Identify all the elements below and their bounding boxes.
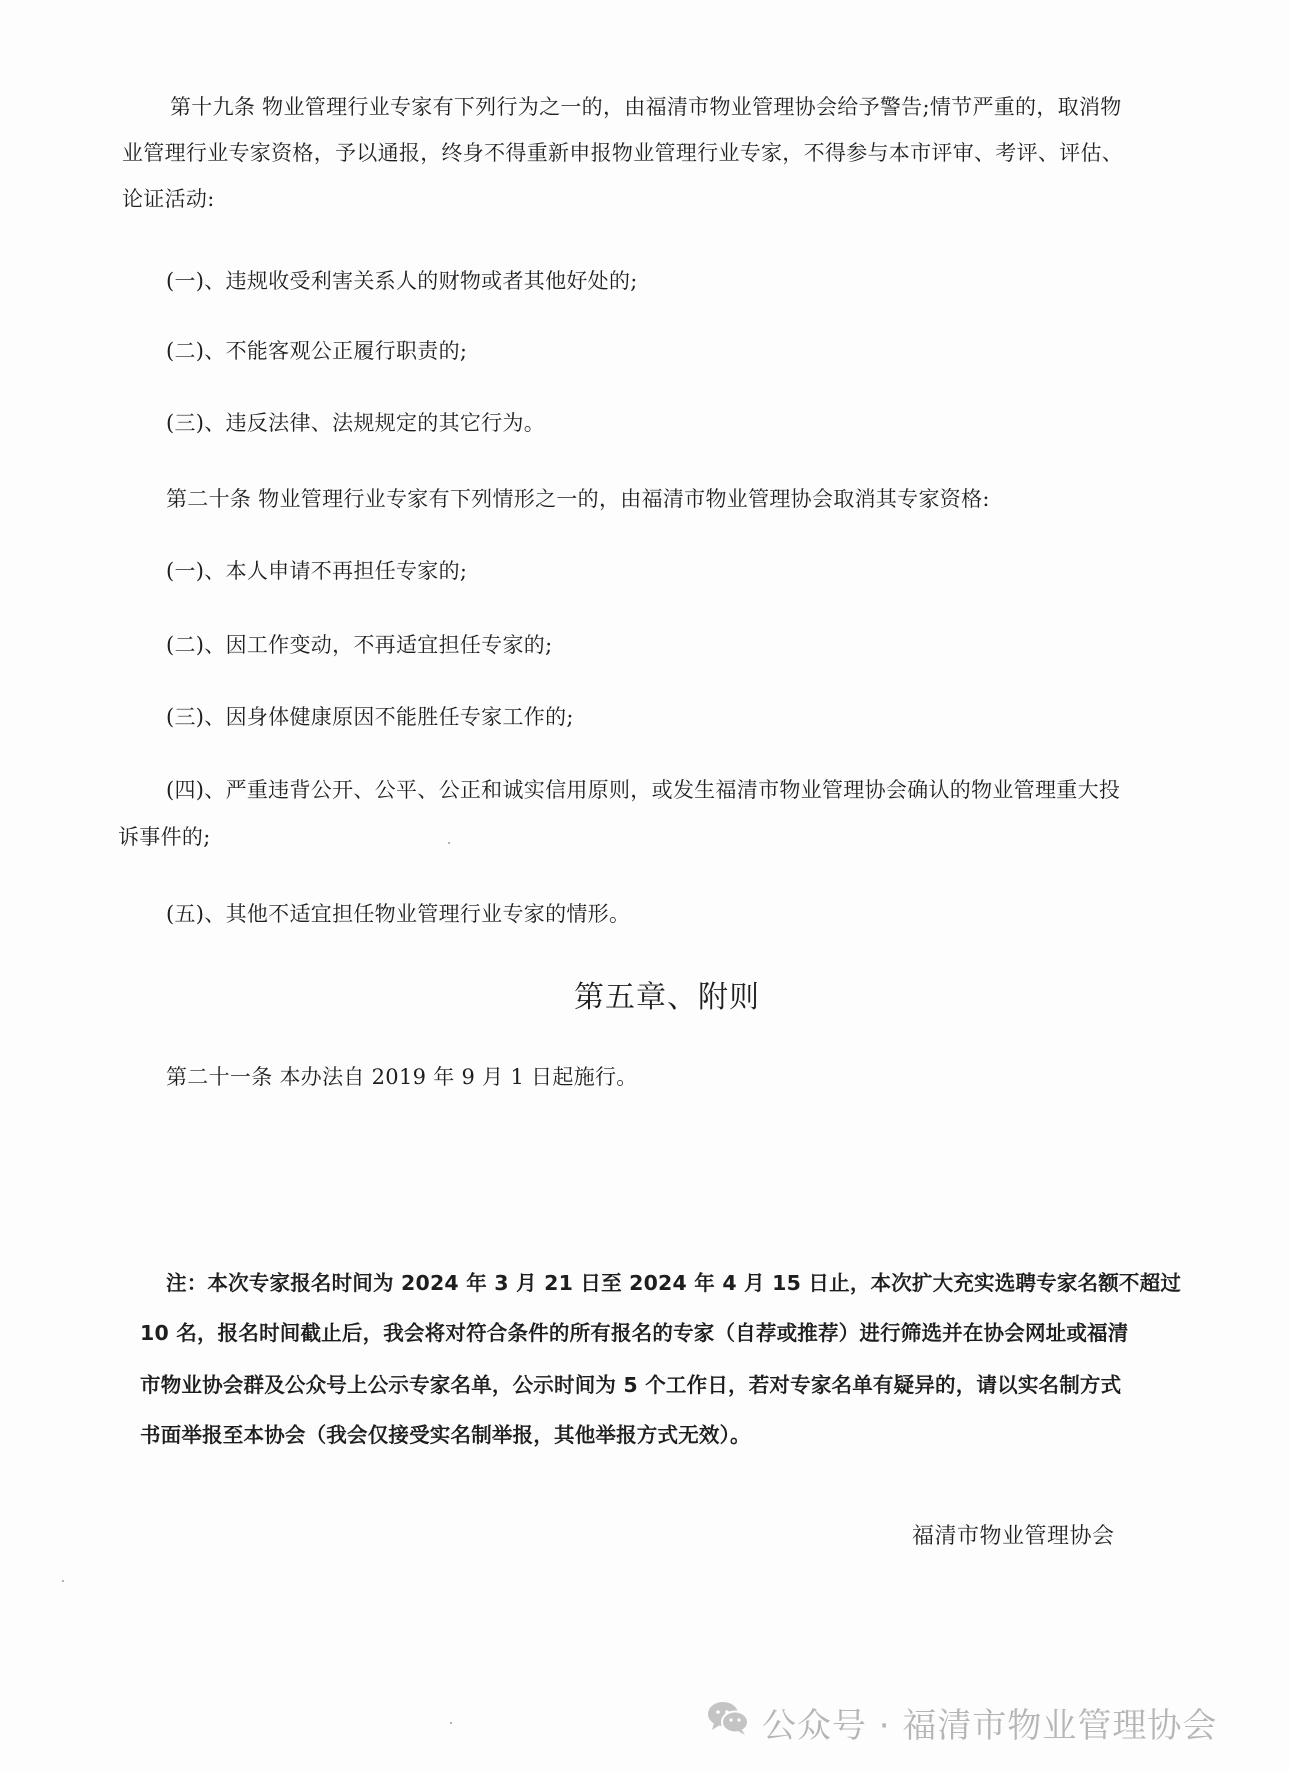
note-line-2: 10 名，报名时间截止后，我会将对符合条件的所有报名的专家（自荐或推荐）进行筛选并在协会网址或福清 — [140, 1321, 1129, 1345]
article19-line-3: 论证活动: — [122, 187, 215, 211]
watermark — [706, 1696, 1217, 1748]
article19-line-2: 业管理行业专家资格，予以通报，终身不得重新申报物业管理行业专家，不得参与本市评审、考评、评估、 — [122, 141, 1124, 165]
note-line-4: 书面举报至本协会（我会仅接受实名制举报，其他举报方式无效）。 — [140, 1423, 751, 1447]
article20-intro: 第二十条 物业管理行业专家有下列情形之一的，由福清市物业管理协会取消其专家资格: — [166, 487, 990, 511]
scan-speck — [450, 1722, 452, 1724]
article20-item-4: (四)、严重违背公开、公平、公正和诚实信用原则，或发生福清市物业管理协会确认的物业管理重大投 — [166, 778, 1121, 802]
article20-item-2: (二)、因工作变动，不再适宜担任专家的; — [166, 633, 553, 657]
scan-speck — [448, 842, 450, 844]
article20-item-3: (三)、因身体健康原因不能胜任专家工作的; — [166, 705, 574, 729]
article20-item-4-cont: 诉事件的; — [118, 825, 211, 849]
note-line-3: 市物业协会群及公众号上公示专家名单，公示时间为 5 个工作日，若对专家名单有疑异的，请以实名制方式 — [140, 1373, 1122, 1397]
chapter-title: 第五章、附则 — [574, 980, 760, 1015]
article19-item-2: (二)、不能客观公正履行职责的; — [166, 339, 468, 363]
article19-item-1: (一)、违规收受利害关系人的财物或者其他好处的; — [166, 269, 638, 293]
wechat-icon — [706, 1699, 750, 1746]
scan-speck — [62, 1580, 64, 1582]
article19-line-1: 第十九条 物业管理行业专家有下列行为之一的，由福清市物业管理协会给予警告;情节严重的，取消物 — [170, 95, 1122, 119]
note-line-1: 注：本次专家报名时间为 2024 年 3 月 21 日至 2024 年 4 月 15 日止，本次扩大充实选聘专家名额不超过 — [166, 1271, 1182, 1295]
signature-org: 福清市物业管理协会 — [912, 1524, 1115, 1549]
article20-item-1: (一)、本人申请不再担任专家的; — [166, 559, 468, 583]
article20-item-5: (五)、其他不适宜担任物业管理行业专家的情形。 — [166, 902, 631, 926]
watermark-text: 公众号 · 福清市物业管理协会 — [762, 1705, 1218, 1746]
article21-text: 第二十一条 本办法自 2019 年 9 月 1 日起施行。 — [166, 1065, 638, 1089]
article19-item-3: (三)、违反法律、法规规定的其它行为。 — [166, 411, 546, 435]
